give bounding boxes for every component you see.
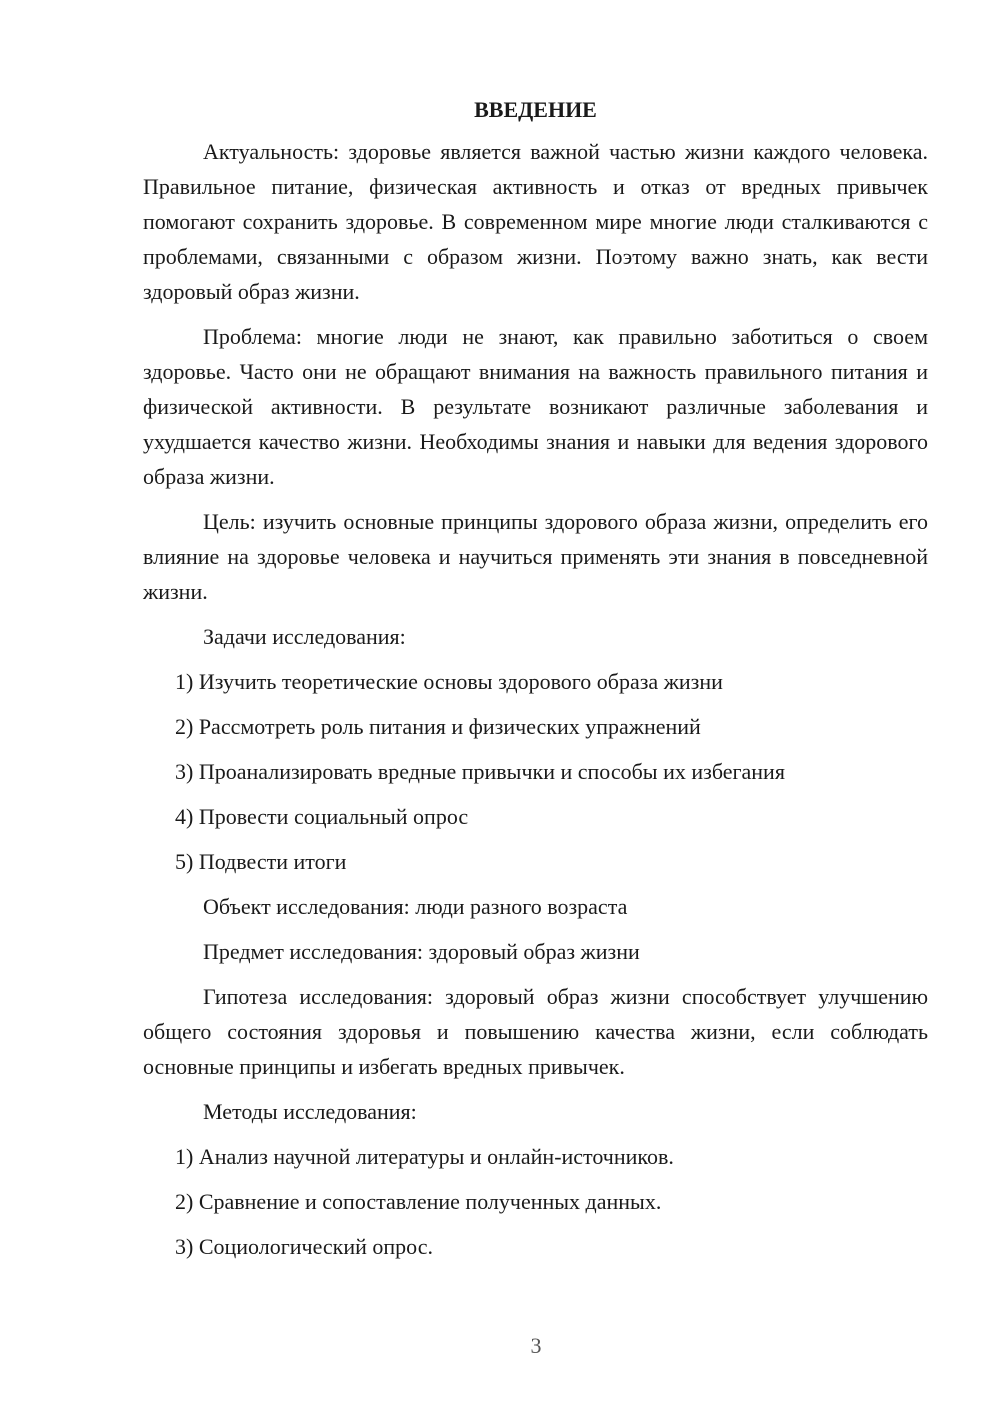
relevance-paragraph: Актуальность: здоровье является важной частью жизни каждого человека. Правильное питание, физическая активность и отказ от вредных привычек помогают сохранить здоровье. В современном мире многие люди сталкиваются с проблемами, связанными с образом жизни. Поэтому важно знать, как вести здоровый образ жизни. [143, 139, 928, 304]
list-item: 4) Провести социальный опрос [175, 804, 469, 829]
list-item: 5) Подвести итоги [175, 849, 347, 874]
hypothesis-paragraph: Гипотеза исследования: здоровый образ жизни способствует улучшению общего состояния здоровья и повышению качества жизни, если соблюдать основные принципы и избегать вредных привычек. [143, 984, 928, 1079]
list-item: 3) Проанализировать вредные привычки и способы их избегания [175, 759, 785, 784]
methods-list [143, 1139, 928, 1264]
list-item: 2) Рассмотреть роль питания и физических упражнений [175, 714, 701, 739]
list-item: 2) Сравнение и сопоставление полученных данных. [175, 1189, 662, 1214]
tasks-heading: Задачи исследования: [203, 624, 406, 649]
list-item: 1) Изучить теоретические основы здорового образа жизни [175, 669, 723, 694]
document-page [143, 92, 928, 1274]
tasks-list [143, 664, 928, 879]
list-item: 3) Социологический опрос. [175, 1234, 433, 1259]
section-title: ВВЕДЕНИЕ [474, 97, 597, 122]
problem-paragraph: Проблема: многие люди не знают, как правильно заботиться о своем здоровье. Часто они не обращают внимания на важность правильного питания и физической активности. В результате возникают различные заболевания и ухудшается качество жизни. Необходимы знания и навыки для ведения здорового образа жизни. [143, 324, 928, 489]
page-number: 3 [530, 1333, 542, 1358]
goal-paragraph: Цель: изучить основные принципы здорового образа жизни, определить его влияние на здоровье человека и научиться применять эти знания в повседневной жизни. [143, 509, 928, 604]
methods-heading: Методы исследования: [203, 1099, 417, 1124]
list-item: 1) Анализ научной литературы и онлайн-источников. [175, 1144, 674, 1169]
object-line: Объект исследования: люди разного возраста [203, 894, 628, 919]
subject-line: Предмет исследования: здоровый образ жизни [203, 939, 640, 964]
